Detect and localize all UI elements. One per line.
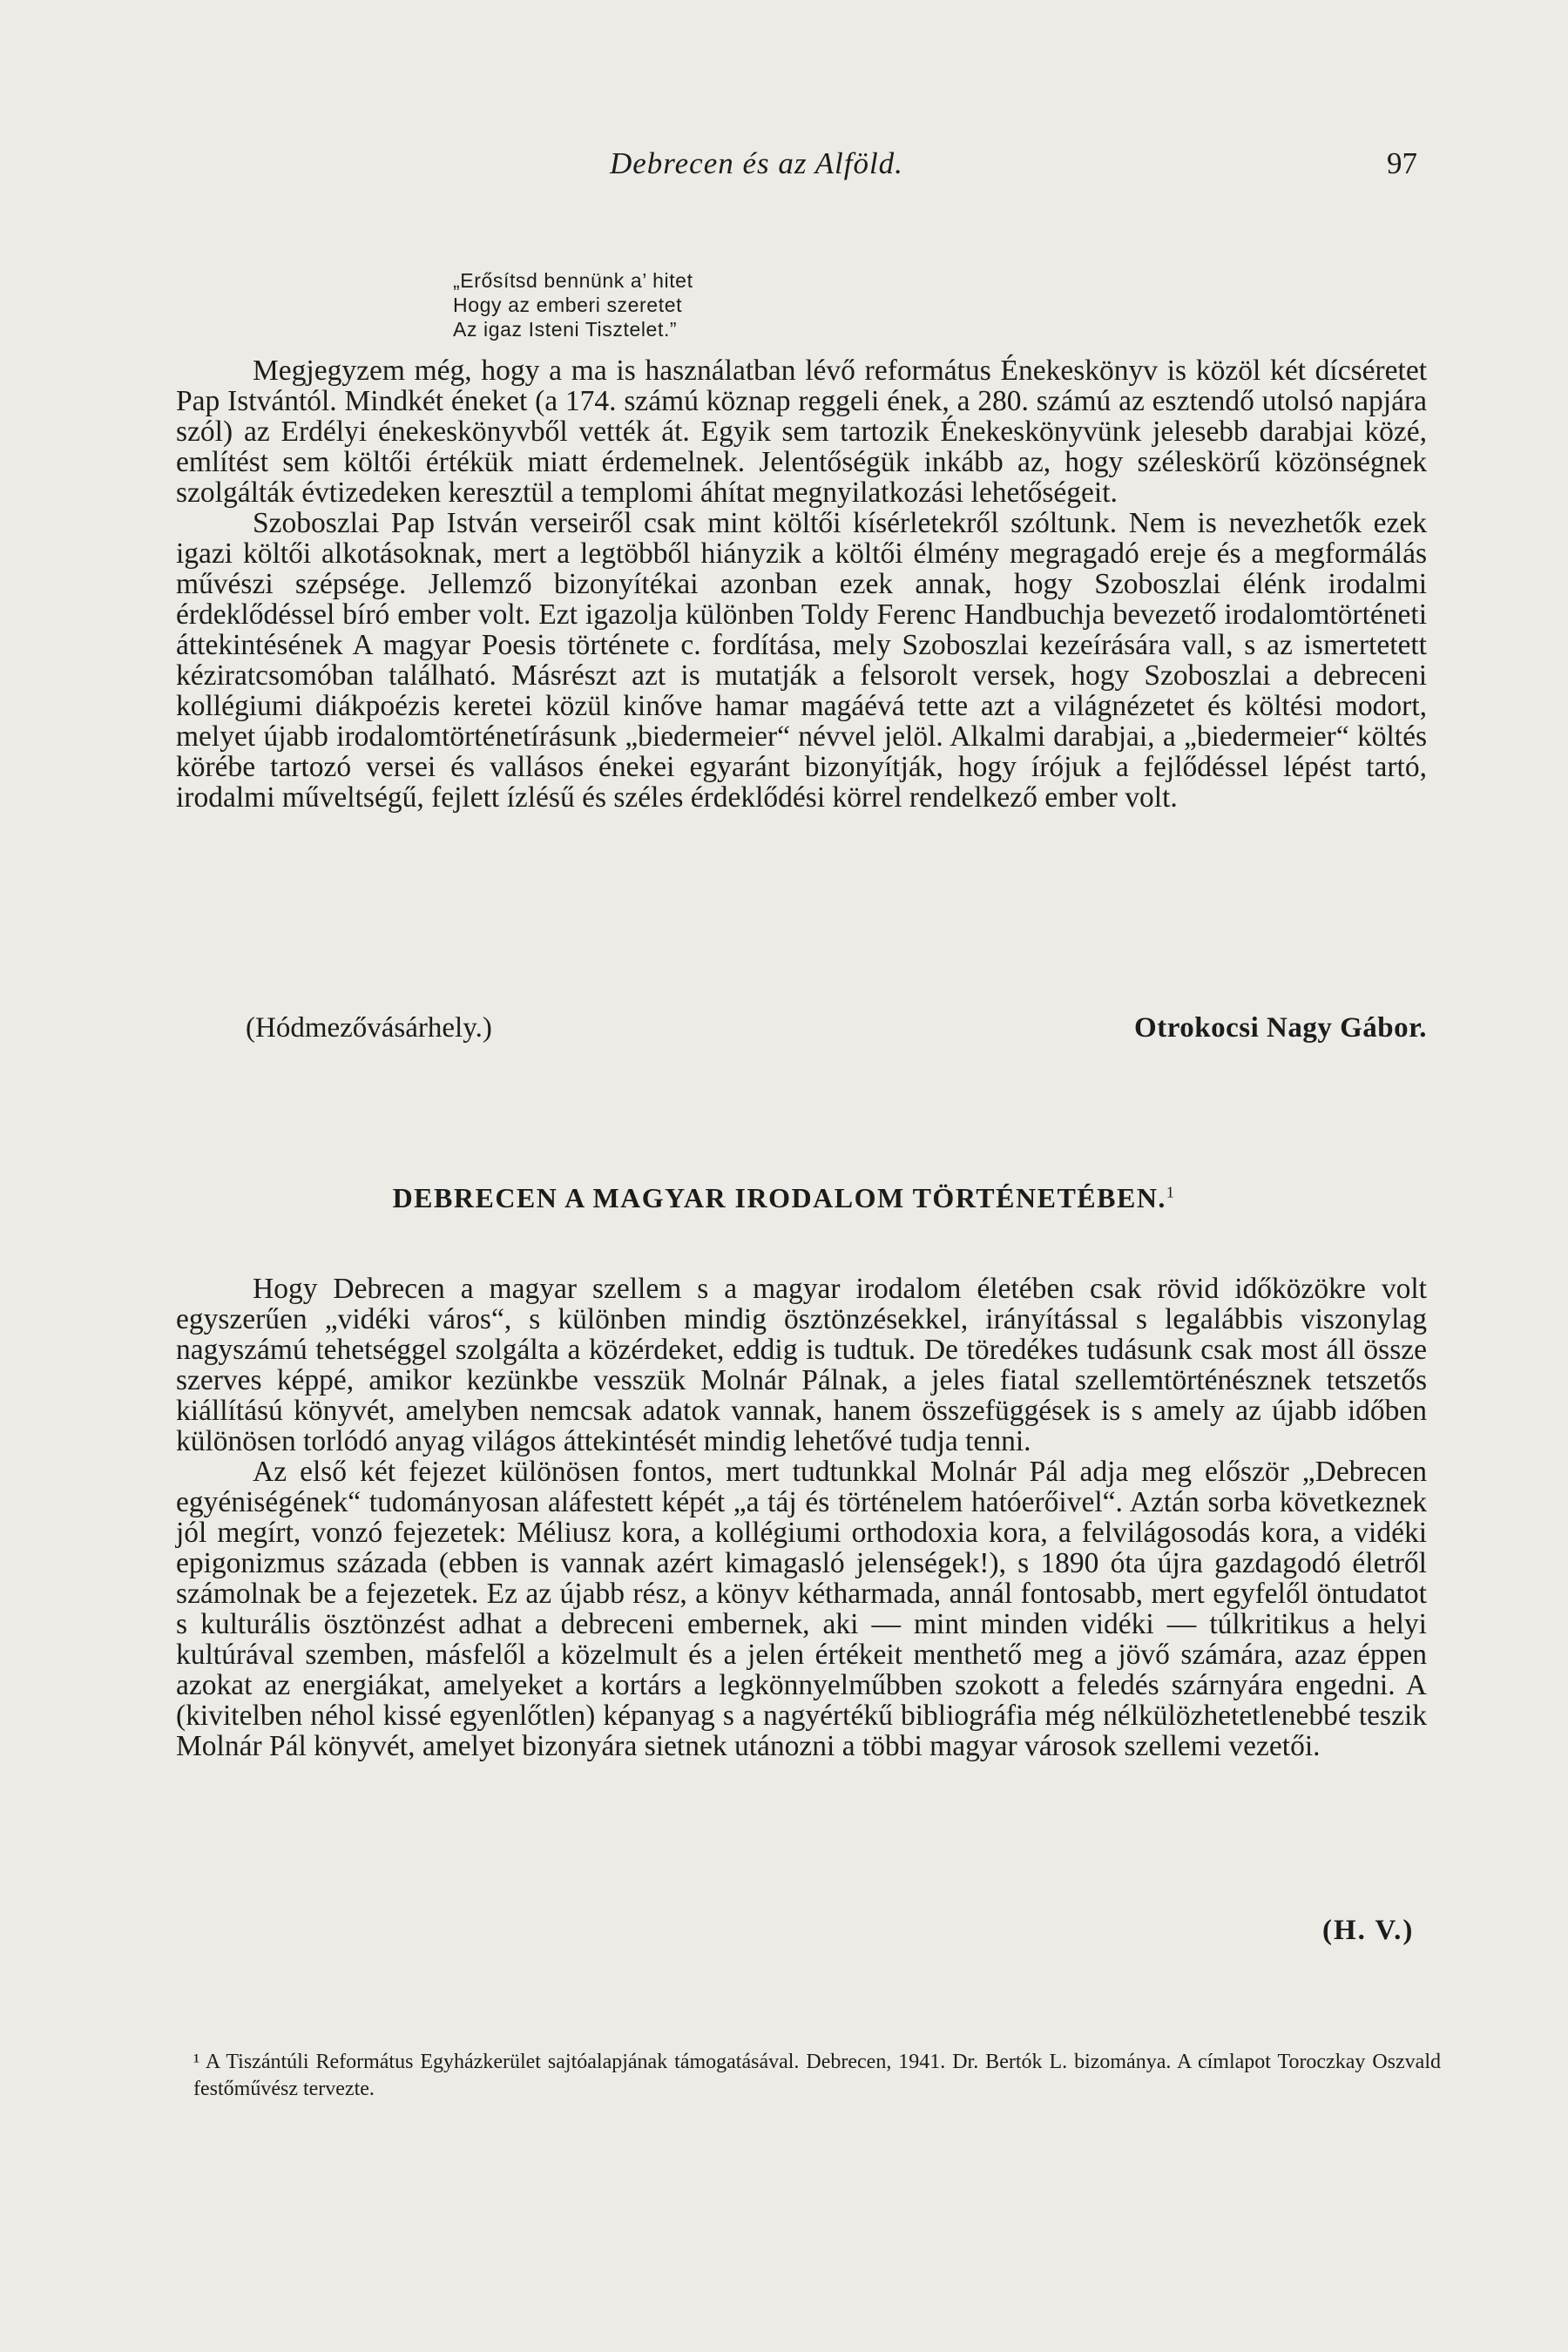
- paragraph: Szoboszlai Pap István verseiről csak mint költői kísérletekről szóltunk. Nem is nevezhetők ezek igazi költői alkotásoknak, mert a legtöbből hiányzik a költői élmény megragadó ereje és a megformálás művészi szépsége. Jellemző bizonyítékai azonban ezek annak, hogy Szoboszlai élénk irodalmi érdeklődéssel bíró ember volt. Ezt igazolja különben Toldy Ferenc Handbuchja bevezető irodalomtörténeti áttekintésének A magyar Poesis története c. fordítása, mely Szoboszlai kezeírására vall, s az ismertetett kéziratcsomóban található. Másrészt azt is mutatják a felsorolt versek, hogy Szoboszlai a debreceni kollégiumi diákpoézis keretei közül kinőve hamar magáévá tette azt a világnézetet és költési modort, melyet újabb irodalomtörténetírásunk „biedermeier“ névvel jelöl. Alkalmi darabjai, a „biedermeier“ költés körébe tartozó versei és vallásos énekei egyaránt bizonyítják, hogy írójuk a fejlődéssel lépést tartó, irodalmi műveltségű, fejlett ízlésű és széles érdeklődési körrel rendelkező ember volt.: [176, 507, 1427, 814]
- page-number: 97: [1387, 146, 1417, 180]
- poem-motto: [453, 268, 693, 341]
- footnote: ¹ A Tiszántúli Református Egyházkerület sajtóalapjának támogatásával. Debrecen, 1941. Dr. Bertók L. bizománya. A címlapot Toroczkay Oszvald festőművész tervezte.: [193, 2051, 1441, 2100]
- article-one-author: Otrokocsi Nagy Gábor.: [1134, 1012, 1427, 1044]
- paragraph: Hogy Debrecen a magyar szellem s a magyar irodalom életében csak rövid időközökre volt egyszerűen „vidéki város“, s különben mindig ösztönzésekkel, irányítással s legalábbis viszonylag nagyszámú tehetséggel szolgálta a közérdeket, eddig is tudtuk. De töredékes tudásunk csak most áll össze szerves képpé, amikor kezünkbe vesszük Molnár Pálnak, a jeles fiatal szellemtörténésznek tetszetős kiállítású könyvét, amelyben nemcsak adatok vannak, hanem összefüggések is s amely az újabb időben különösen torlódó anyag világos áttekintését mindig lehetővé tudja tenni.: [176, 1273, 1427, 1457]
- paragraph: Megjegyzem még, hogy a ma is használatban lévő református Énekeskönyv is közöl két dícséretet Pap Istvántól. Mindkét éneket (a 174. számú köznap reggeli ének, a 280. számú az esztendő utolsó napjára szól) az Erdélyi énekeskönyvből vették át. Egyik sem tartozik Énekeskönyvünk jelesebb darabjai közé, említést sem költői értékük miatt érdemelnek. Jelentőségük inkább az, hogy széleskörű közönségnek szolgálták évtizedeken keresztül a templomi áhítat megnyilatkozási lehetőségeit.: [176, 355, 1427, 509]
- motto-line: Hogy az emberi szeretet: [453, 294, 683, 316]
- running-title: Debrecen és az Alföld.: [610, 146, 903, 180]
- article-one-body: [176, 355, 1427, 813]
- article-two-body: [176, 1274, 1427, 1761]
- page-header: [0, 146, 1568, 190]
- article-two-title: [0, 1182, 1568, 1214]
- article-two-signature: (H. V.): [1322, 1915, 1415, 1946]
- footnote-marker: 1: [1166, 1183, 1176, 1201]
- paragraph: Az első két fejezet különösen fontos, mert tudtunkkal Molnár Pál adja meg először „Debrecen egyéniségének“ tudományosan aláfestett képét „a táj és történelem hatóerőivel“. Aztán sorba következnek jól megírt, vonzó fejezetek: Méliusz kora, a kollégiumi orthodoxia kora, a felvilágosodás kora, a vidéki epigonizmus százada (ebben is vannak azért kimagasló jelenségek!), s 1890 óta újra gazdagodó életről számolnak be a fejezetek. Ez az újabb rész, a könyv kétharmada, annál fontosabb, mert egyfelől öntudatot s kulturális ösztönzést adhat a debreceni embernek, aki — mint minden vidéki — túlkritikus a helyi kultúrával szemben, másfelől a közelmult és a jelen értékeit menthető meg a jövő számára, azaz éppen azokat az energiákat, amelyeket a kortárs a legkönnyelműbben szokott a feledés szárnyára engedni. A (kivitelben néhol kissé egyenlőtlen) képanyag s a nagyértékű bibliográfia még nélkülözhetetlenebbé teszik Molnár Pál könyvét, amelyet bizonyára sietnek utánozni a többi magyar városok szellemi vezetői.: [176, 1456, 1427, 1762]
- motto-line: Az igaz Isteni Tisztelet.”: [453, 318, 678, 341]
- article-one-place: (Hódmezővásárhely.): [246, 1012, 492, 1044]
- article-two-title-text: DEBRECEN A MAGYAR IRODALOM TÖRTÉNETÉBEN.: [392, 1182, 1166, 1213]
- motto-line: „Erősítsd bennünk a’ hitet: [453, 269, 693, 292]
